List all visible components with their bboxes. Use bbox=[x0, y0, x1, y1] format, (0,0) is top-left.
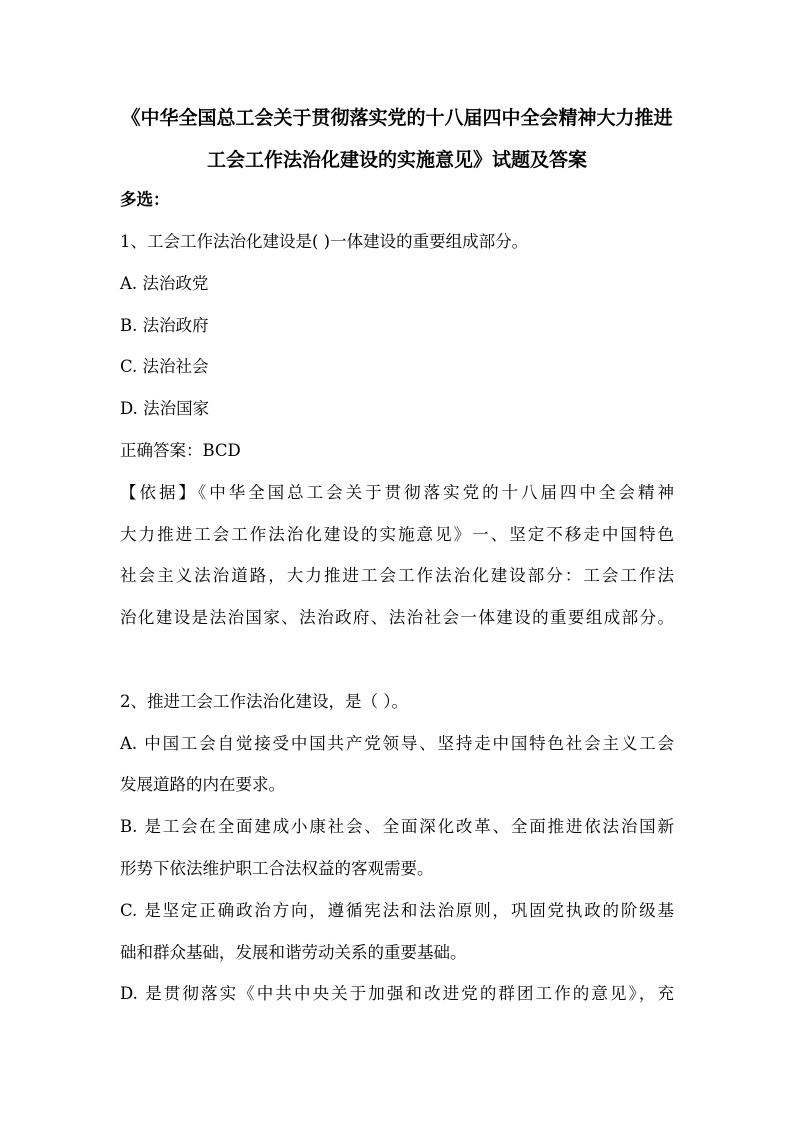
q1-answer: 正确答案：BCD bbox=[120, 441, 241, 460]
question-2: 2、推进工会工作法治化建设，是（ ）。 bbox=[120, 692, 408, 711]
q1-option-a: A. 法治政党 bbox=[120, 274, 209, 293]
q2-option-line: B. 是工会在全面建成小康社会、全面深化改革、全面推进依法治国新 bbox=[120, 817, 674, 836]
question-1: 1、工会工作法治化建设是( )一体建设的重要组成部分。 bbox=[120, 232, 529, 251]
document-title-line-1: 《中华全国总工会关于贯彻落实党的十八届四中全会精神大力推进 bbox=[121, 107, 673, 129]
q2-option-line: A. 中国工会自觉接受中国共产党领导、坚持走中国特色社会主义工会 bbox=[120, 734, 674, 753]
q2-option-line: C. 是坚定正确政治方向，遵循宪法和法治原则，巩固党执政的阶级基 bbox=[120, 901, 674, 920]
q1-basis-line: 【依据】《中华全国总工会关于贯彻落实党的十八届四中全会精神 bbox=[120, 483, 674, 502]
q1-option-c: C. 法治社会 bbox=[120, 357, 209, 376]
section-label: 多选： bbox=[120, 190, 170, 209]
q1-basis-line: 治化建设是法治国家、法治政府、法治社会一体建设的重要组成部分。 bbox=[120, 608, 674, 627]
q2-option-line: 础和群众基础，发展和谐劳动关系的重要基础。 bbox=[120, 943, 467, 962]
q1-option-d: D. 法治国家 bbox=[120, 399, 210, 418]
document-title-line-2: 工会工作法治化建设的实施意见》试题及答案 bbox=[206, 149, 587, 171]
q1-basis-line: 大力推进工会工作法治化建设的实施意见》一、坚定不移走中国特色 bbox=[120, 525, 674, 544]
q2-option-line: 形势下依法维护职工合法权益的客观需要。 bbox=[120, 859, 434, 878]
q1-basis-line: 社会主义法治道路，大力推进工会工作法治化建设部分：工会工作法 bbox=[120, 566, 674, 585]
q2-option-line: 发展道路的内在要求。 bbox=[120, 775, 285, 794]
q1-option-b: B. 法治政府 bbox=[120, 316, 209, 335]
q2-option-line: D. 是贯彻落实《中共中央关于加强和改进党的群团工作的意见》，充 bbox=[120, 984, 674, 1003]
